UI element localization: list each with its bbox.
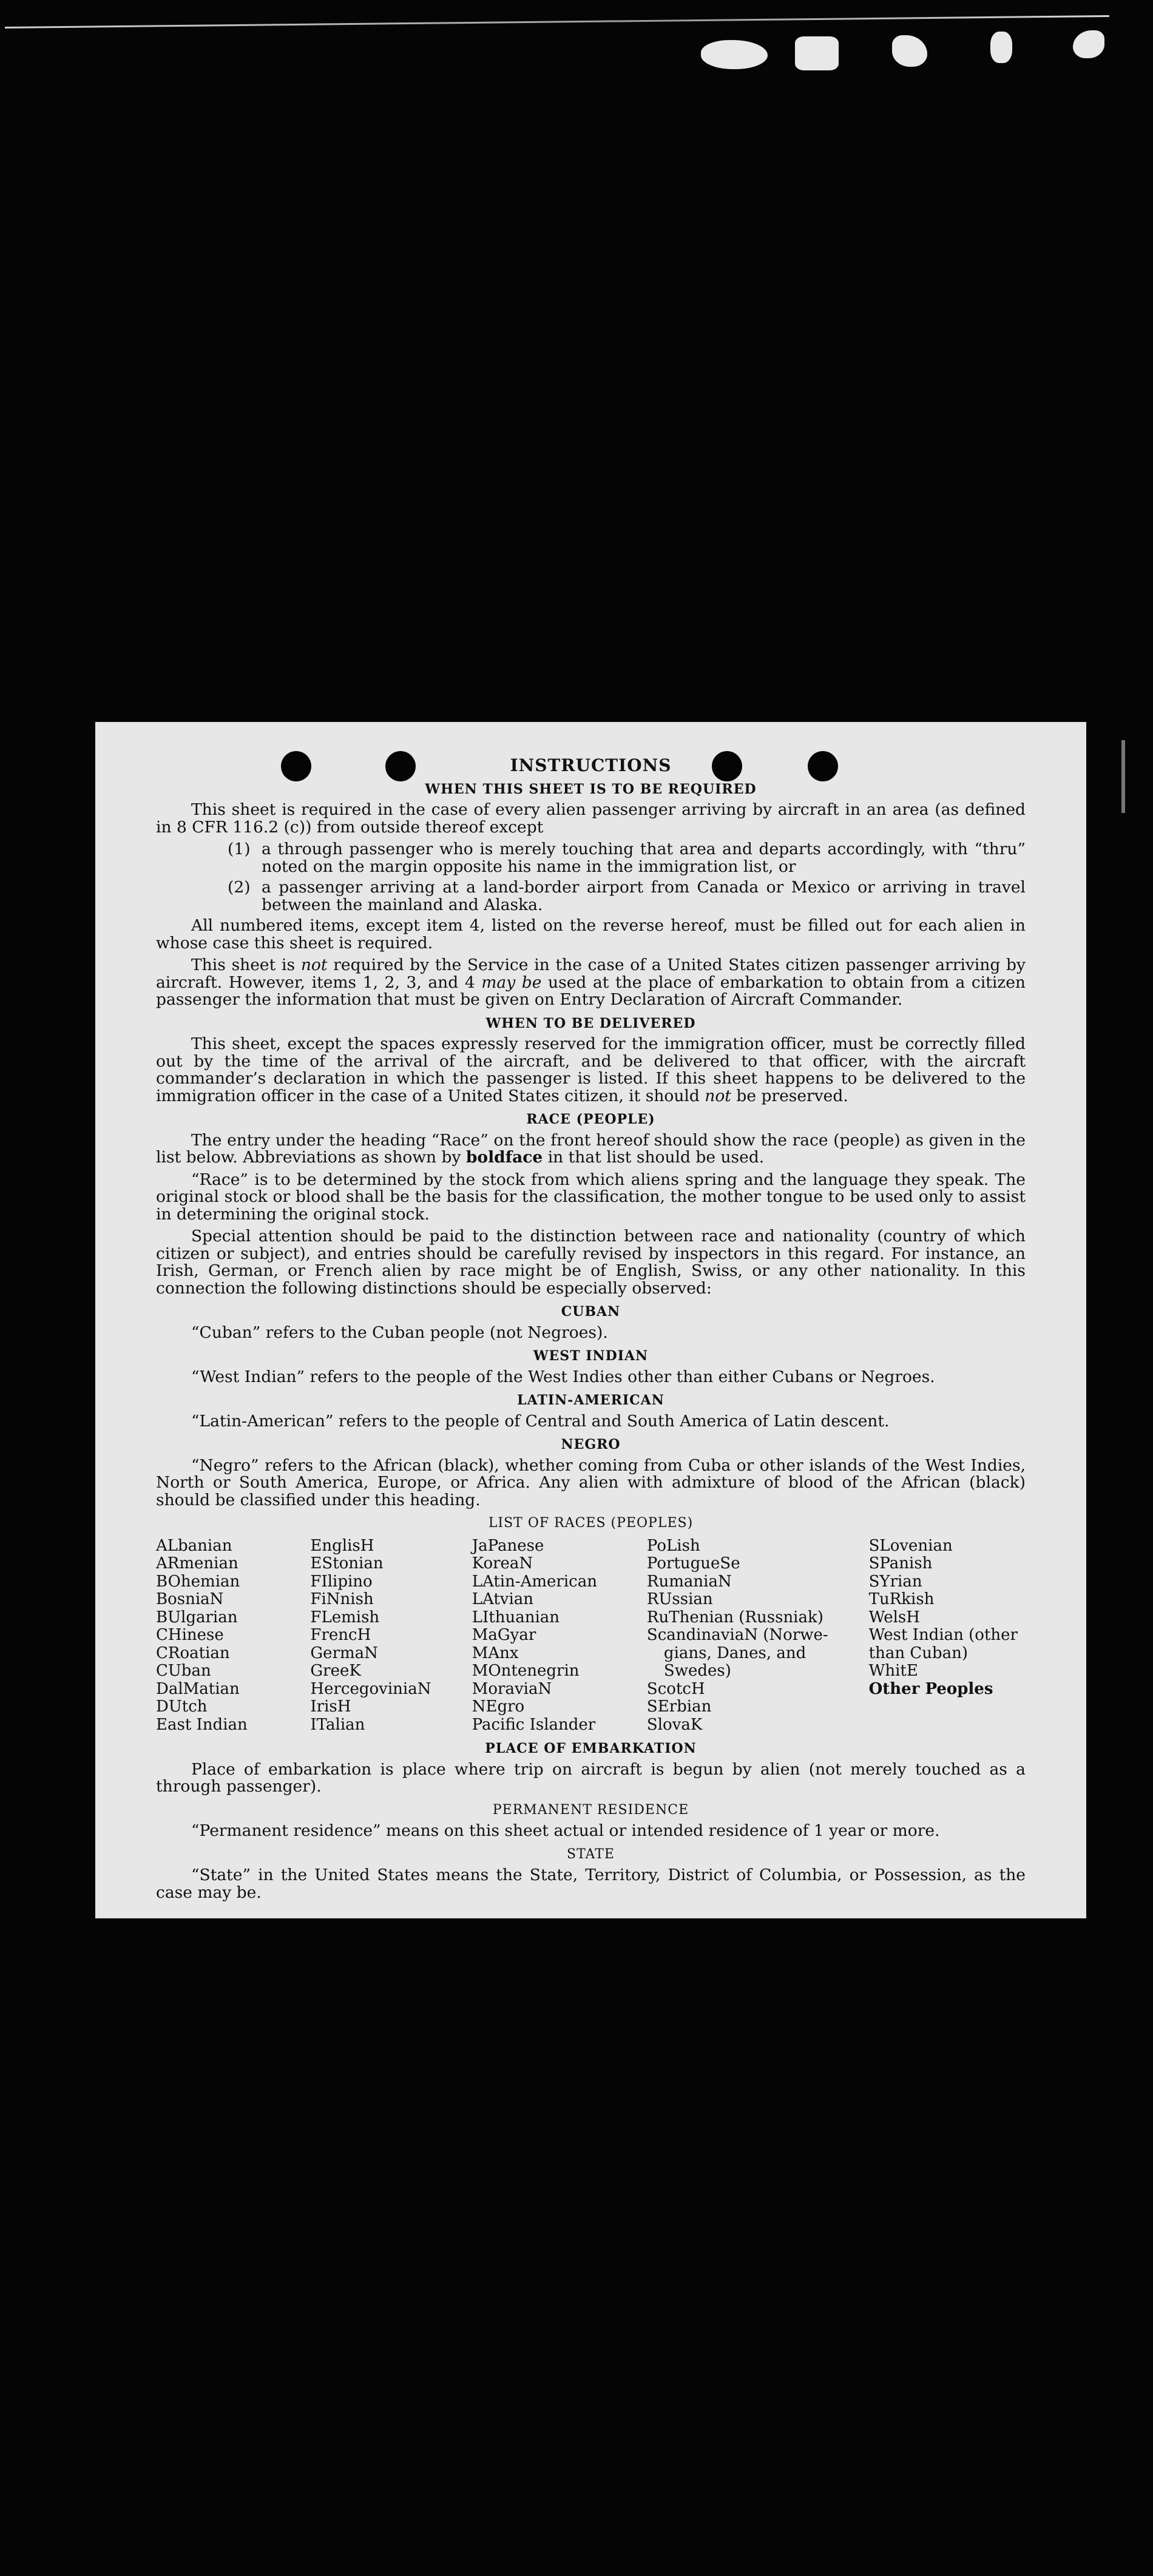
races-column: [647, 1537, 869, 1735]
race-entry: RumaniaN: [646, 1572, 732, 1591]
race-entry: HercegoviniaN: [310, 1679, 431, 1698]
paragraph: “West Indian” refers to the people of the West Indies other than either Cubans or Negroes.: [191, 1367, 935, 1386]
race-entry: SlovaK: [646, 1715, 703, 1734]
paragraph: [156, 957, 1026, 1009]
list-item: [228, 841, 1026, 875]
race-entry: GreeK: [310, 1662, 361, 1680]
paragraph: This sheet is required in the case of every alien passenger arriving by aircraft in an area (as defined in 8 CFR 116.2 (c)) from outside thereof except: [156, 800, 1026, 837]
race-entry: ScandinaviaN (Norwe-: [646, 1626, 828, 1644]
race-entry: LAtvian: [472, 1590, 534, 1608]
paragraph: “Permanent residence” means on this sheet actual or intended residence of 1 year or more.: [191, 1821, 940, 1840]
text-run: The entry under the heading “Race” on the front hereof should show the race (people) as given in the list below. Abbreviations as shown by: [156, 1130, 1026, 1167]
film-artifact: [1121, 740, 1125, 813]
list-item: [228, 879, 1026, 914]
list-item-number: (1): [228, 840, 251, 858]
race-entry: WelsH: [868, 1608, 920, 1627]
race-entry: BosniaN: [156, 1590, 224, 1608]
race-entry: SPanish: [868, 1554, 933, 1573]
race-entry: EStonian: [310, 1554, 384, 1573]
race-entry: CRoatian: [156, 1644, 230, 1662]
emphasis: may be: [481, 973, 542, 992]
races-sublist: [869, 1537, 1026, 1681]
race-entry: CHinese: [156, 1626, 224, 1644]
text-run: required by the Service in the case of a United States citizen passenger arriving by aircraft. However, items 1, 2, 3, and 4: [156, 956, 1026, 992]
section-heading-west-indian: WEST INDIAN: [533, 1348, 649, 1364]
film-edge-line: [5, 15, 1109, 29]
race-entry: WhitE: [868, 1662, 918, 1680]
races-column: [472, 1537, 647, 1735]
emphasis: not: [300, 956, 328, 974]
text-run: This sheet is: [191, 956, 301, 974]
instruction-sheet: [95, 722, 1086, 1918]
text-run: used at the place of embarkation to obtain from a citizen passenger the information that must be given on Entry Declaration of Aircraft Commander.: [156, 973, 1026, 1009]
race-entry: BUlgarian: [156, 1608, 238, 1627]
list-item-text: a passenger arriving at a land-border airport from Canada or Mexico or arriving in travel between the mainland and Alaska.: [262, 878, 1026, 914]
race-entry: FrencH: [310, 1626, 371, 1644]
film-artifact: [701, 40, 768, 69]
paragraph: [156, 1132, 1026, 1167]
section-heading-race: RACE (PEOPLE): [526, 1111, 655, 1127]
text-run: This sheet, except the spaces expressly reserved for the immigration officer, must be correctly filled out by the time of the arrival of the aircraft, and be delivered to that officer, with the aircraft commander’s declaration in which the passenger is listed. If this sheet happens to be delivered to the immigration officer in the case of a United States citizen, it should: [156, 1034, 1026, 1105]
race-entry: SErbian: [646, 1698, 712, 1716]
races-column: [156, 1537, 310, 1735]
film-artifact: [1073, 30, 1104, 58]
section-heading-residence: PERMANENT RESIDENCE: [492, 1802, 689, 1818]
race-entry: RuThenian (Russniak): [646, 1608, 823, 1627]
race-entry: SLovenian: [868, 1536, 953, 1555]
punch-hole: [385, 751, 416, 781]
race-entry: MOntenegrin: [472, 1662, 580, 1680]
race-entry: RUssian: [646, 1590, 713, 1608]
race-entry: JaPanese: [472, 1536, 544, 1555]
list-item-number: (2): [228, 878, 251, 897]
race-entry: than Cuban): [868, 1644, 969, 1662]
race-entry: FiNnish: [310, 1590, 374, 1608]
race-entry: SYrian: [868, 1572, 922, 1591]
punch-hole: [712, 751, 742, 781]
paragraph: “Cuban” refers to the Cuban people (not Negroes).: [191, 1323, 608, 1342]
film-artifact: [892, 35, 927, 67]
bold-text: boldface: [465, 1148, 543, 1167]
list-item-text: a through passenger who is merely touching that area and departs accordingly, with “thru” noted on the margin opposite his name in the immigration list, or: [262, 840, 1026, 876]
race-entry: gians, Danes, and: [663, 1644, 806, 1662]
race-entry: Pacific Islander: [472, 1715, 596, 1734]
paragraph: “Race” is to be determined by the stock from which aliens spring and the language they speak. The original stock or blood shall be the basis for the classification, the mother tongue to be used only to assist in determining the original stock.: [156, 1170, 1026, 1224]
race-entry: DalMatian: [156, 1679, 240, 1698]
paragraph: “Negro” refers to the African (black), whether coming from Cuba or other islands of the West Indies, North or South America, Europe, or Africa. Any alien with admixture of blood of the African (black) should be classified under this heading.: [156, 1455, 1026, 1509]
race-entry: MaGyar: [472, 1626, 536, 1644]
section-heading-negro: NEGRO: [561, 1437, 621, 1452]
paragraph: Special attention should be paid to the distinction between race and nationality (country of which citizen or subject), and entries should be carefully revised by inspectors in this regard. For instance, an Irish, German, or French alien by race might be of English, Swiss, or any other nationality. In this connection the following distinctions should be especially observed:: [156, 1227, 1026, 1298]
race-entry: ARmenian: [156, 1554, 238, 1573]
race-entry: PoLish: [646, 1536, 700, 1555]
race-entry: MoraviaN: [472, 1679, 552, 1698]
text-run: in that list should be used.: [543, 1148, 765, 1167]
paragraph: Place of embarkation is place where trip on aircraft is begun by alien (not merely touched as a through passenger).: [156, 1759, 1026, 1796]
race-entry: EnglisH: [310, 1536, 374, 1555]
race-entry-other-peoples: Other Peoples: [868, 1679, 993, 1698]
race-entry: MAnx: [472, 1644, 519, 1662]
section-heading-embarkation: PLACE OF EMBARKATION: [485, 1741, 697, 1756]
emphasis: not: [705, 1086, 731, 1105]
race-entry: ALbanian: [156, 1536, 232, 1555]
text-run: be preserved.: [731, 1086, 848, 1105]
race-entry: FLemish: [310, 1608, 380, 1627]
races-column: [310, 1537, 472, 1735]
races-sublist: [647, 1681, 869, 1735]
section-heading-required: WHEN THIS SHEET IS TO BE REQUIRED: [425, 781, 757, 797]
paragraph: “Latin-American” refers to the people of Central and South America of Latin descent.: [191, 1411, 890, 1431]
section-heading-races-list: LIST OF RACES (PEOPLES): [488, 1516, 694, 1531]
race-entry: GermaN: [310, 1644, 378, 1662]
races-list: [156, 1537, 1026, 1735]
paragraph: [156, 1036, 1026, 1105]
race-entry: Swedes): [663, 1662, 731, 1680]
section-heading-latin-american: LATIN-AMERICAN: [517, 1392, 664, 1408]
race-entry: West Indian (other: [868, 1626, 1018, 1644]
race-entry: ITalian: [310, 1715, 365, 1734]
race-entry: BOhemian: [156, 1572, 240, 1591]
races-sublist: [647, 1645, 869, 1681]
race-entry: CUban: [156, 1662, 211, 1680]
section-heading-delivered: WHEN TO BE DELIVERED: [485, 1015, 696, 1031]
race-entry: FIlipino: [310, 1572, 373, 1591]
race-entry: DUtch: [156, 1698, 208, 1716]
paragraph: All numbered items, except item 4, listed on the reverse hereof, must be filled out for each alien in whose case this sheet is required.: [156, 916, 1026, 953]
punch-hole: [808, 751, 838, 781]
section-heading-cuban: CUBAN: [561, 1304, 621, 1320]
paragraph: “State” in the United States means the State, Territory, District of Columbia, or Possession, as the case may be.: [156, 1866, 1026, 1902]
page-title: INSTRUCTIONS: [510, 755, 672, 775]
race-entry: NEgro: [472, 1698, 525, 1716]
race-entry: East Indian: [156, 1715, 248, 1734]
race-entry: ScotcH: [646, 1679, 705, 1698]
races-column: [869, 1537, 1026, 1735]
race-entry: LAtin-American: [472, 1572, 597, 1591]
film-artifact: [990, 32, 1012, 63]
race-entry: IrisH: [310, 1698, 351, 1716]
race-entry: TuRkish: [868, 1590, 935, 1608]
race-entry: LIthuanian: [472, 1608, 560, 1627]
punch-hole: [281, 751, 311, 781]
race-entry: KoreaN: [472, 1554, 533, 1573]
section-heading-state: STATE: [567, 1846, 615, 1862]
races-sublist: [647, 1537, 869, 1645]
race-entry: PortugueSe: [646, 1554, 740, 1573]
film-artifact: [795, 36, 839, 70]
